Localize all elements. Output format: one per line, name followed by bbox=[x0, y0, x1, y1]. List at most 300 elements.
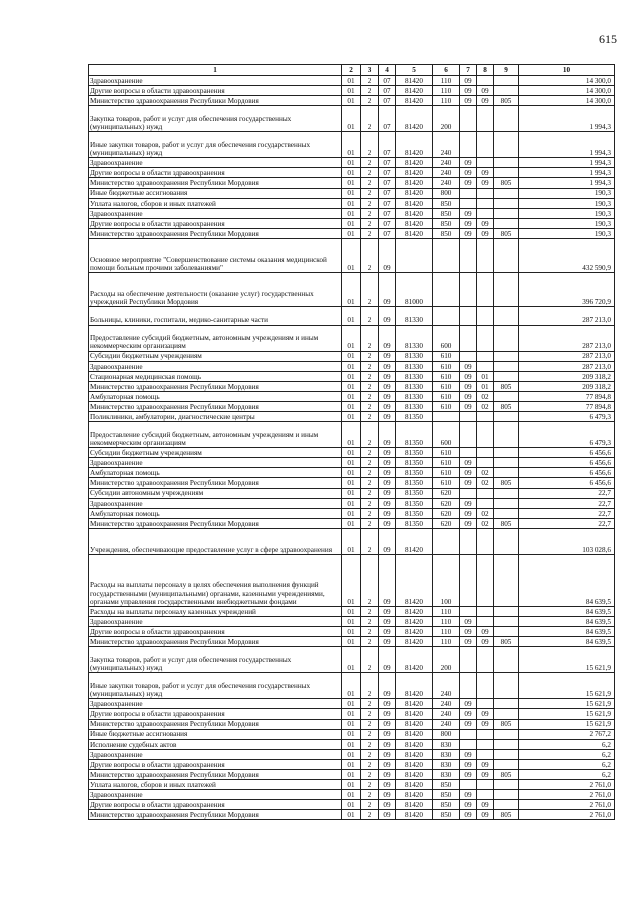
row-code: 01 bbox=[342, 780, 361, 790]
table-row bbox=[89, 391, 615, 401]
row-code: 09 bbox=[379, 307, 396, 326]
table-row bbox=[89, 412, 615, 422]
row-amount: 22,7 bbox=[519, 488, 615, 498]
row-code bbox=[494, 208, 519, 218]
row-code: 81350 bbox=[396, 468, 433, 478]
row-label: Здравоохранение bbox=[89, 790, 342, 800]
row-code bbox=[494, 498, 519, 508]
row-code: 81420 bbox=[396, 637, 433, 647]
row-code: 01 bbox=[342, 800, 361, 810]
table-row bbox=[89, 168, 615, 178]
row-code: 600 bbox=[433, 325, 460, 351]
row-code: 09 bbox=[477, 810, 494, 820]
row-code: 01 bbox=[342, 458, 361, 468]
row-code: 01 bbox=[342, 673, 361, 699]
row-amount: 84 639,5 bbox=[519, 637, 615, 647]
row-code bbox=[494, 361, 519, 371]
row-code: 01 bbox=[342, 729, 361, 739]
row-code bbox=[477, 617, 494, 627]
row-code: 09 bbox=[460, 371, 477, 381]
row-code: 240 bbox=[433, 168, 460, 178]
row-code: 2 bbox=[361, 790, 379, 800]
row-code: 2 bbox=[361, 709, 379, 719]
column-header: 10 bbox=[519, 65, 615, 76]
row-code bbox=[477, 412, 494, 422]
row-amount: 190,3 bbox=[519, 198, 615, 208]
row-code: 805 bbox=[494, 381, 519, 391]
row-code bbox=[477, 422, 494, 448]
row-code: 09 bbox=[460, 719, 477, 729]
row-code: 01 bbox=[342, 699, 361, 709]
table-row bbox=[89, 498, 615, 508]
row-code: 2 bbox=[361, 351, 379, 361]
row-amount: 432 590,9 bbox=[519, 239, 615, 273]
row-code: 850 bbox=[433, 780, 460, 790]
row-code: 2 bbox=[361, 769, 379, 779]
row-code bbox=[477, 647, 494, 673]
row-code: 01 bbox=[342, 402, 361, 412]
row-code: 110 bbox=[433, 617, 460, 627]
row-amount: 77 894,8 bbox=[519, 391, 615, 401]
row-label: Министерство здравоохранения Республики Мордовия bbox=[89, 178, 342, 188]
row-code bbox=[494, 729, 519, 739]
row-code bbox=[477, 498, 494, 508]
table-row bbox=[89, 76, 615, 86]
row-code: 09 bbox=[460, 391, 477, 401]
row-code: 09 bbox=[460, 178, 477, 188]
row-amount: 103 028,6 bbox=[519, 528, 615, 554]
row-code: 09 bbox=[379, 361, 396, 371]
table-row bbox=[89, 790, 615, 800]
row-code: 01 bbox=[342, 637, 361, 647]
row-code: 09 bbox=[379, 325, 396, 351]
row-code bbox=[433, 273, 460, 307]
row-code: 240 bbox=[433, 178, 460, 188]
row-code: 850 bbox=[433, 218, 460, 228]
table-row bbox=[89, 709, 615, 719]
row-code: 09 bbox=[379, 528, 396, 554]
row-code: 240 bbox=[433, 709, 460, 719]
row-code: 09 bbox=[379, 518, 396, 528]
row-amount: 6,2 bbox=[519, 739, 615, 749]
row-code: 02 bbox=[477, 391, 494, 401]
row-code: 2 bbox=[361, 518, 379, 528]
row-code: 800 bbox=[433, 729, 460, 739]
row-code: 01 bbox=[342, 422, 361, 448]
row-amount: 15 621,9 bbox=[519, 647, 615, 673]
row-code bbox=[477, 239, 494, 273]
row-code: 81350 bbox=[396, 458, 433, 468]
row-label: Здравоохранение bbox=[89, 749, 342, 759]
row-code: 805 bbox=[494, 478, 519, 488]
row-code: 2 bbox=[361, 402, 379, 412]
row-code: 09 bbox=[379, 739, 396, 749]
table-row bbox=[89, 218, 615, 228]
row-code: 2 bbox=[361, 617, 379, 627]
row-amount: 6 456,6 bbox=[519, 458, 615, 468]
row-code bbox=[494, 106, 519, 132]
row-code bbox=[494, 412, 519, 422]
row-code: 09 bbox=[460, 468, 477, 478]
row-amount: 84 639,5 bbox=[519, 627, 615, 637]
row-code: 09 bbox=[460, 699, 477, 709]
row-code: 2 bbox=[361, 508, 379, 518]
row-code: 200 bbox=[433, 106, 460, 132]
row-code: 09 bbox=[379, 412, 396, 422]
row-code bbox=[494, 800, 519, 810]
row-code: 09 bbox=[460, 749, 477, 759]
row-code: 81330 bbox=[396, 381, 433, 391]
row-amount: 14 300,0 bbox=[519, 86, 615, 96]
row-code bbox=[460, 239, 477, 273]
row-label: Министерство здравоохранения Республики Мордовия bbox=[89, 637, 342, 647]
row-code: 2 bbox=[361, 132, 379, 158]
row-code: 07 bbox=[379, 178, 396, 188]
row-code: 81420 bbox=[396, 647, 433, 673]
table-row bbox=[89, 307, 615, 326]
row-code: 09 bbox=[477, 800, 494, 810]
row-amount: 1 994,3 bbox=[519, 158, 615, 168]
row-code: 81420 bbox=[396, 810, 433, 820]
row-label: Амбулаторная помощь bbox=[89, 508, 342, 518]
row-code: 81420 bbox=[396, 178, 433, 188]
row-label: Расходы на обеспечение деятельности (оказание услуг) государственных учреждений Республики Мордовия bbox=[89, 273, 342, 307]
row-code: 2 bbox=[361, 468, 379, 478]
row-code: 2 bbox=[361, 307, 379, 326]
row-code: 09 bbox=[379, 508, 396, 518]
row-code: 09 bbox=[460, 498, 477, 508]
row-code: 09 bbox=[460, 76, 477, 86]
table-row bbox=[89, 468, 615, 478]
row-code bbox=[433, 307, 460, 326]
row-amount: 287 213,0 bbox=[519, 307, 615, 326]
row-code: 2 bbox=[361, 528, 379, 554]
row-code: 09 bbox=[477, 627, 494, 637]
row-label: Расходы на выплаты персоналу казенных учреждений bbox=[89, 606, 342, 616]
row-code bbox=[460, 673, 477, 699]
row-code bbox=[494, 168, 519, 178]
row-label: Здравоохранение bbox=[89, 361, 342, 371]
row-code bbox=[477, 307, 494, 326]
row-label: Иные бюджетные ассигнования bbox=[89, 188, 342, 198]
row-code bbox=[477, 729, 494, 739]
row-label: Министерство здравоохранения Республики Мордовия bbox=[89, 381, 342, 391]
row-code: 07 bbox=[379, 198, 396, 208]
row-amount: 15 621,9 bbox=[519, 673, 615, 699]
row-label: Здравоохранение bbox=[89, 498, 342, 508]
row-label: Другие вопросы в области здравоохранения bbox=[89, 759, 342, 769]
table-row bbox=[89, 273, 615, 307]
row-code: 01 bbox=[342, 198, 361, 208]
row-code bbox=[494, 76, 519, 86]
row-amount: 6 479,3 bbox=[519, 422, 615, 448]
table-row bbox=[89, 158, 615, 168]
column-header: 1 bbox=[89, 65, 342, 76]
row-code: 850 bbox=[433, 800, 460, 810]
table-row bbox=[89, 729, 615, 739]
row-amount: 6,2 bbox=[519, 759, 615, 769]
row-code: 610 bbox=[433, 478, 460, 488]
row-code: 09 bbox=[477, 178, 494, 188]
row-code bbox=[477, 351, 494, 361]
row-amount: 14 300,0 bbox=[519, 96, 615, 106]
row-code: 09 bbox=[477, 86, 494, 96]
row-code: 200 bbox=[433, 647, 460, 673]
row-code: 09 bbox=[460, 637, 477, 647]
row-code: 81420 bbox=[396, 673, 433, 699]
row-code: 2 bbox=[361, 412, 379, 422]
row-code: 81330 bbox=[396, 391, 433, 401]
row-label: Здравоохранение bbox=[89, 458, 342, 468]
row-code bbox=[494, 273, 519, 307]
row-code: 09 bbox=[379, 488, 396, 498]
row-code: 09 bbox=[379, 554, 396, 606]
row-code bbox=[494, 606, 519, 616]
table-row bbox=[89, 371, 615, 381]
row-code: 2 bbox=[361, 228, 379, 238]
row-amount: 190,3 bbox=[519, 218, 615, 228]
row-code: 2 bbox=[361, 749, 379, 759]
row-code: 09 bbox=[379, 606, 396, 616]
table-row bbox=[89, 606, 615, 616]
row-code: 09 bbox=[379, 719, 396, 729]
row-code: 81330 bbox=[396, 325, 433, 351]
table-row bbox=[89, 198, 615, 208]
row-code: 2 bbox=[361, 606, 379, 616]
row-code: 2 bbox=[361, 780, 379, 790]
row-code: 2 bbox=[361, 637, 379, 647]
row-amount: 287 213,0 bbox=[519, 351, 615, 361]
row-code: 09 bbox=[379, 391, 396, 401]
row-code: 09 bbox=[379, 699, 396, 709]
row-code bbox=[477, 749, 494, 759]
row-code: 81420 bbox=[396, 198, 433, 208]
row-code: 2 bbox=[361, 106, 379, 132]
row-code: 805 bbox=[494, 178, 519, 188]
row-code: 100 bbox=[433, 554, 460, 606]
row-amount: 209 318,2 bbox=[519, 371, 615, 381]
row-code: 01 bbox=[342, 412, 361, 422]
row-code: 09 bbox=[460, 627, 477, 637]
table-row bbox=[89, 96, 615, 106]
row-code bbox=[494, 371, 519, 381]
row-code bbox=[494, 307, 519, 326]
table-row bbox=[89, 448, 615, 458]
row-code: 01 bbox=[342, 617, 361, 627]
row-amount: 22,7 bbox=[519, 508, 615, 518]
table-row bbox=[89, 208, 615, 218]
row-code: 2 bbox=[361, 361, 379, 371]
table-row bbox=[89, 780, 615, 790]
row-code: 2 bbox=[361, 208, 379, 218]
row-code: 09 bbox=[379, 617, 396, 627]
row-amount: 6 456,6 bbox=[519, 478, 615, 488]
row-label: Учреждения, обеспечивающие предоставление услуг в сфере здравоохранения bbox=[89, 528, 342, 554]
row-code bbox=[477, 273, 494, 307]
row-amount: 77 894,8 bbox=[519, 402, 615, 412]
table-row bbox=[89, 800, 615, 810]
table-row bbox=[89, 699, 615, 709]
row-code: 01 bbox=[342, 528, 361, 554]
row-label: Другие вопросы в области здравоохранения bbox=[89, 627, 342, 637]
row-code: 805 bbox=[494, 228, 519, 238]
row-code: 01 bbox=[342, 239, 361, 273]
table-row bbox=[89, 188, 615, 198]
row-code bbox=[433, 528, 460, 554]
row-code: 09 bbox=[379, 351, 396, 361]
row-code: 01 bbox=[342, 351, 361, 361]
table-row bbox=[89, 637, 615, 647]
row-code: 09 bbox=[460, 361, 477, 371]
table-body bbox=[89, 76, 615, 820]
row-code: 2 bbox=[361, 759, 379, 769]
row-code: 81420 bbox=[396, 528, 433, 554]
table-row bbox=[89, 325, 615, 351]
row-label: Другие вопросы в области здравоохранения bbox=[89, 168, 342, 178]
row-code: 2 bbox=[361, 422, 379, 448]
row-code bbox=[494, 780, 519, 790]
row-label: Министерство здравоохранения Республики Мордовия bbox=[89, 719, 342, 729]
row-code: 09 bbox=[477, 719, 494, 729]
row-amount: 15 621,9 bbox=[519, 699, 615, 709]
row-code bbox=[460, 606, 477, 616]
row-code bbox=[460, 307, 477, 326]
row-code: 09 bbox=[379, 448, 396, 458]
row-code: 81420 bbox=[396, 76, 433, 86]
row-code: 07 bbox=[379, 228, 396, 238]
row-code: 240 bbox=[433, 719, 460, 729]
row-code: 01 bbox=[342, 132, 361, 158]
row-code bbox=[477, 554, 494, 606]
row-code bbox=[433, 412, 460, 422]
row-code: 610 bbox=[433, 371, 460, 381]
row-code bbox=[477, 448, 494, 458]
row-code: 09 bbox=[477, 96, 494, 106]
row-code: 09 bbox=[379, 780, 396, 790]
row-code: 2 bbox=[361, 498, 379, 508]
row-code: 07 bbox=[379, 158, 396, 168]
row-amount: 6,2 bbox=[519, 769, 615, 779]
row-code: 81420 bbox=[396, 739, 433, 749]
row-code: 09 bbox=[460, 790, 477, 800]
row-code: 01 bbox=[342, 478, 361, 488]
row-code: 81330 bbox=[396, 371, 433, 381]
row-code: 830 bbox=[433, 769, 460, 779]
row-code bbox=[494, 391, 519, 401]
row-label: Основное мероприятие "Совершенствование системы оказания медицинской помощи больным прочими заболеваниями" bbox=[89, 239, 342, 273]
row-code: 09 bbox=[460, 86, 477, 96]
row-code: 81420 bbox=[396, 749, 433, 759]
row-amount: 22,7 bbox=[519, 518, 615, 528]
row-code bbox=[460, 729, 477, 739]
row-code: 01 bbox=[342, 709, 361, 719]
row-code bbox=[477, 76, 494, 86]
row-code: 01 bbox=[342, 158, 361, 168]
row-code: 09 bbox=[477, 637, 494, 647]
table-row bbox=[89, 554, 615, 606]
row-code: 07 bbox=[379, 96, 396, 106]
row-label: Амбулаторная помощь bbox=[89, 468, 342, 478]
row-code bbox=[460, 780, 477, 790]
row-code: 805 bbox=[494, 719, 519, 729]
column-header: 3 bbox=[361, 65, 379, 76]
table-row bbox=[89, 627, 615, 637]
row-code: 01 bbox=[342, 606, 361, 616]
row-code: 2 bbox=[361, 647, 379, 673]
row-code: 01 bbox=[342, 790, 361, 800]
row-code: 01 bbox=[342, 647, 361, 673]
row-code: 2 bbox=[361, 76, 379, 86]
row-code: 81420 bbox=[396, 132, 433, 158]
row-code: 09 bbox=[379, 749, 396, 759]
row-code: 81350 bbox=[396, 422, 433, 448]
row-code: 01 bbox=[342, 273, 361, 307]
row-label: Поликлиники, амбулатории, диагностические центры bbox=[89, 412, 342, 422]
row-label: Министерство здравоохранения Республики Мордовия bbox=[89, 518, 342, 528]
row-code: 01 bbox=[477, 381, 494, 391]
row-label: Закупка товаров, работ и услуг для обеспечения государственных (муниципальных) нужд bbox=[89, 106, 342, 132]
row-code bbox=[477, 699, 494, 709]
row-code: 2 bbox=[361, 458, 379, 468]
row-code: 81420 bbox=[396, 699, 433, 709]
row-code bbox=[460, 325, 477, 351]
row-code: 02 bbox=[477, 518, 494, 528]
row-code: 09 bbox=[460, 759, 477, 769]
table-row bbox=[89, 739, 615, 749]
row-code bbox=[477, 132, 494, 158]
row-code: 09 bbox=[460, 478, 477, 488]
row-code: 81420 bbox=[396, 769, 433, 779]
page-number: 615 bbox=[599, 32, 617, 46]
table-row bbox=[89, 351, 615, 361]
row-label: Субсидии бюджетным учреждениям bbox=[89, 351, 342, 361]
table-row bbox=[89, 518, 615, 528]
row-label: Министерство здравоохранения Республики Мордовия bbox=[89, 478, 342, 488]
row-code: 09 bbox=[379, 759, 396, 769]
row-label: Министерство здравоохранения Республики Мордовия bbox=[89, 402, 342, 412]
row-code: 02 bbox=[477, 468, 494, 478]
row-code bbox=[494, 468, 519, 478]
row-code: 805 bbox=[494, 637, 519, 647]
row-code: 830 bbox=[433, 759, 460, 769]
row-amount: 2 767,2 bbox=[519, 729, 615, 739]
row-label: Субсидии бюджетным учреждениям bbox=[89, 448, 342, 458]
row-code: 805 bbox=[494, 810, 519, 820]
row-code: 09 bbox=[379, 402, 396, 412]
table-row bbox=[89, 749, 615, 759]
row-label: Здравоохранение bbox=[89, 699, 342, 709]
row-code: 805 bbox=[494, 402, 519, 412]
row-label: Другие вопросы в области здравоохранения bbox=[89, 800, 342, 810]
row-code: 81330 bbox=[396, 402, 433, 412]
row-code: 09 bbox=[460, 218, 477, 228]
row-code: 2 bbox=[361, 168, 379, 178]
table-row bbox=[89, 488, 615, 498]
row-code: 110 bbox=[433, 76, 460, 86]
row-amount: 84 639,5 bbox=[519, 617, 615, 627]
row-code bbox=[494, 709, 519, 719]
row-code: 2 bbox=[361, 371, 379, 381]
row-code: 09 bbox=[460, 458, 477, 468]
row-code: 81330 bbox=[396, 351, 433, 361]
row-code bbox=[460, 106, 477, 132]
table-row bbox=[89, 178, 615, 188]
row-code: 09 bbox=[460, 402, 477, 412]
row-code bbox=[494, 699, 519, 709]
row-code: 09 bbox=[477, 168, 494, 178]
row-code bbox=[477, 188, 494, 198]
row-code: 09 bbox=[477, 769, 494, 779]
